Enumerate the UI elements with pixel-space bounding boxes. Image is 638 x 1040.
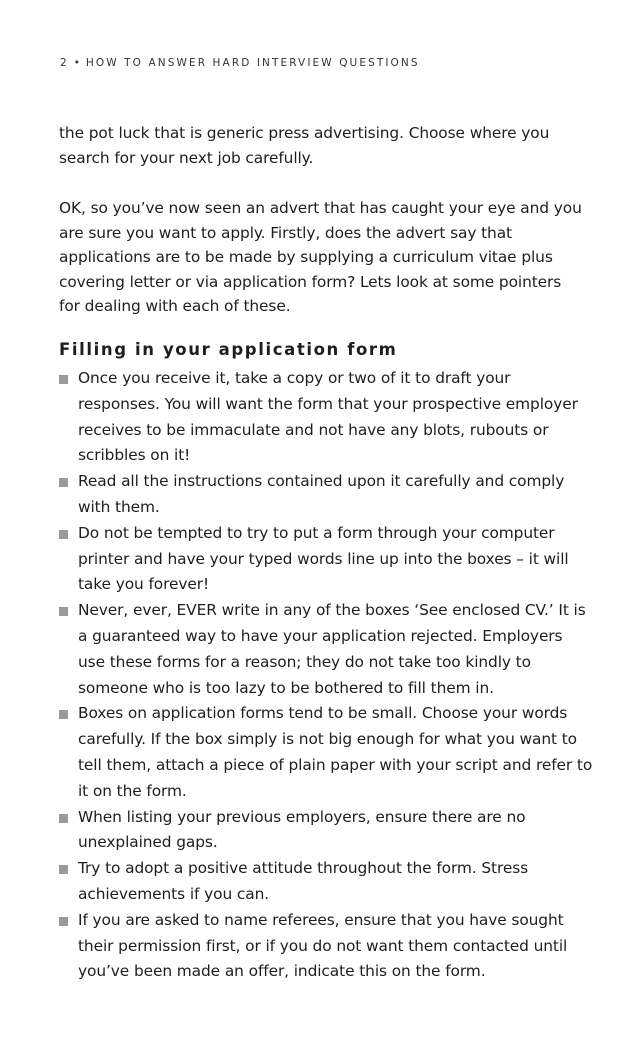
square-bullet-icon bbox=[59, 478, 68, 487]
header-separator: • bbox=[73, 57, 80, 69]
square-bullet-icon bbox=[59, 530, 68, 539]
square-bullet-icon bbox=[59, 375, 68, 384]
square-bullet-icon bbox=[59, 865, 68, 874]
square-bullet-icon bbox=[59, 814, 68, 823]
square-bullet-icon bbox=[59, 917, 68, 926]
list-item-text: Never, ever, EVER write in any of the boxes ‘See enclosed CV.’ It is a guaranteed way to have your application rejected. Employers use these forms for a reason; they do not take too kindly to someone who is too lazy to be bothered to fill them in. bbox=[78, 601, 586, 697]
list-item bbox=[59, 469, 594, 521]
list-item-text: Try to adopt a positive attitude throughout the form. Stress achievements if you can. bbox=[78, 859, 529, 903]
square-bullet-icon bbox=[59, 710, 68, 719]
list-item bbox=[59, 521, 594, 598]
bullet-list bbox=[59, 366, 594, 985]
list-item-text: If you are asked to name referees, ensure that you have sought their permission first, or if you do not want them contacted until you’ve been made an offer, indicate this on the form. bbox=[78, 910, 568, 981]
list-item-text: Do not be tempted to try to put a form through your computer printer and have your typed words line up into the boxes – it will take you forever! bbox=[78, 523, 569, 594]
running-header bbox=[60, 57, 420, 69]
list-item bbox=[59, 366, 594, 469]
section-heading: Filling in your application form bbox=[59, 340, 398, 359]
running-title: HOW TO ANSWER HARD INTERVIEW QUESTIONS bbox=[85, 57, 420, 69]
paragraph-2: OK, so you’ve now seen an advert that has caught your eye and you are sure you want to apply. Firstly, does the advert say that applications are to be made by supplying a curriculum vitae plus covering letter or via application form? Lets look at some pointers for dealing with each of these. bbox=[59, 199, 582, 315]
list-item-text: Once you receive it, take a copy or two of it to draft your responses. You will want the form that your prospective employer receives to be immaculate and not have any blots, rubouts or scribbles on it! bbox=[78, 369, 578, 465]
paragraph-1: the pot luck that is generic press advertising. Choose where you search for your next job carefully. bbox=[59, 124, 550, 167]
list-item-text: Read all the instructions contained upon it carefully and comply with them. bbox=[78, 472, 565, 516]
square-bullet-icon bbox=[59, 607, 68, 616]
list-item bbox=[59, 701, 594, 804]
list-item-text: When listing your previous employers, ensure there are no unexplained gaps. bbox=[78, 807, 526, 852]
list-item bbox=[59, 805, 594, 857]
list-item-text: Boxes on application forms tend to be small. Choose your words carefully. If the box simply is not big enough for what you want to tell them, attach a piece of plain paper with your script and refer to it on the form. bbox=[78, 704, 593, 800]
list-item bbox=[59, 856, 594, 908]
list-item bbox=[59, 908, 594, 985]
page-number: 2 bbox=[60, 57, 68, 69]
list-item bbox=[59, 598, 594, 701]
